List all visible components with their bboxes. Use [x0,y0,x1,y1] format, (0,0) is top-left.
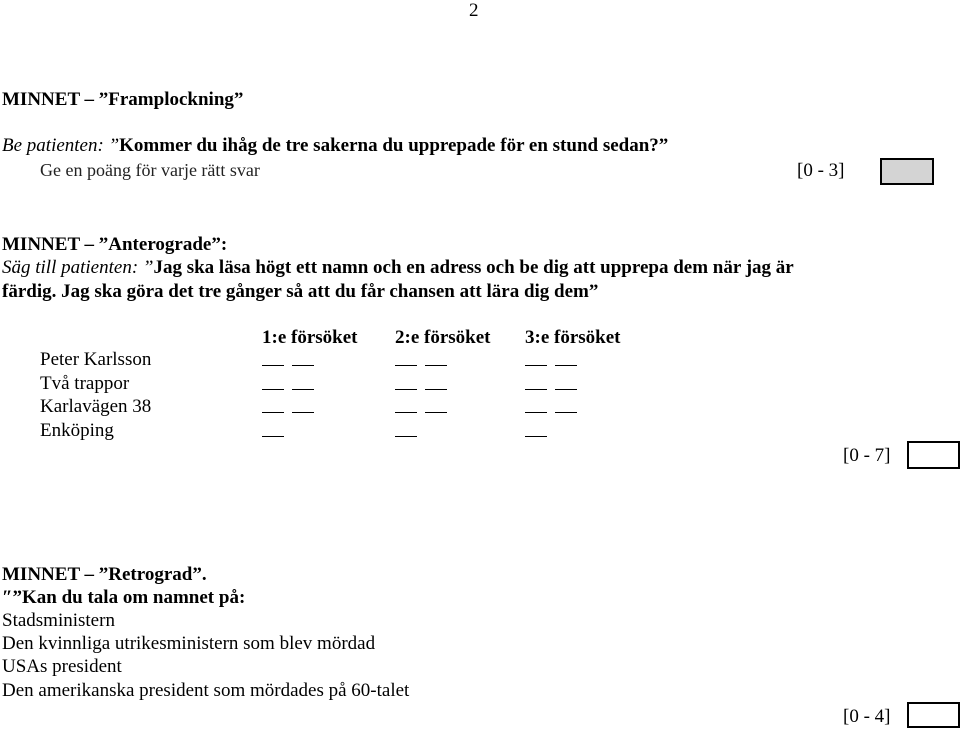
answer-blank[interactable] [395,421,417,437]
instruction-framplockning [2,135,668,157]
section-heading-retrograd: MINNET – ”Retrograd”. [2,564,207,585]
score-box-framplockning[interactable] [880,158,934,185]
retrograd-item-2: Den kvinnliga utrikesministern som blev mördad [2,633,376,654]
answer-blank-group [262,374,322,395]
item-label-tva-trappor: Två trappor [40,373,130,394]
score-range-retrograd: [0 - 4] [843,706,891,727]
answer-blank[interactable] [425,350,447,366]
answer-blank[interactable] [292,350,314,366]
answer-blank-group [395,397,455,418]
answer-blank[interactable] [292,374,314,390]
answer-blank[interactable] [395,397,417,413]
answer-blank-group [262,397,322,418]
item-label-enkoping: Enköping [40,420,114,441]
answer-blank[interactable] [262,350,284,366]
answer-blank[interactable] [525,397,547,413]
answer-blank[interactable] [555,350,577,366]
answer-blank[interactable] [555,397,577,413]
answer-blank[interactable] [525,374,547,390]
answer-blank[interactable] [425,374,447,390]
answer-blank-group [525,421,555,442]
answer-blank-group [395,350,455,371]
answer-blank-group [525,374,585,395]
instruction-text: Kommer du ihåg de tre sakerna du upprepade för en stund sedan?” [119,135,669,156]
instruction-line1: Jag ska läsa högt ett namn och en adress och be dig att upprepa dem när jag är [153,257,794,278]
answer-blank[interactable] [425,397,447,413]
section-heading-framplockning: MINNET – ”Framplockning” [2,89,244,110]
item-label-peter-karlsson: Peter Karlsson [40,349,152,370]
answer-blank[interactable] [262,374,284,390]
answer-blank-group [525,397,585,418]
answer-blank[interactable] [262,397,284,413]
answer-blank[interactable] [292,397,314,413]
instruction-prefix: Säg till patienten: ” [2,257,154,278]
instruction-anterograde-line1 [2,257,794,279]
answer-blank-group [262,350,322,371]
answer-blank-group [262,421,292,442]
attempt-header-3: 3:e försöket [525,327,621,348]
answer-blank[interactable] [555,374,577,390]
scoring-text: Ge en poäng för varje rätt svar [40,160,260,180]
instruction-anterograde-line2: färdig. Jag ska göra det tre gånger så att du får chansen att lära dig dem” [2,281,599,302]
score-range-anterograde: [0 - 7] [843,445,891,466]
instruction-prefix: Be patienten: ” [2,135,120,156]
retrograd-item-1: Stadsministern [2,610,115,631]
score-box-anterograde[interactable] [907,441,960,469]
answer-blank[interactable] [525,421,547,437]
retrograd-item-3: USAs president [2,656,122,677]
attempt-header-2: 2:e försöket [395,327,491,348]
section-heading-anterograde: MINNET – ”Anterograde”: [2,234,228,255]
score-box-retrograd[interactable] [907,702,960,728]
answer-blank-group [395,421,425,442]
answer-blank-group [525,350,585,371]
answer-blank[interactable] [525,350,547,366]
answer-blank-group [395,374,455,395]
item-label-karlavagen: Karlavägen 38 [40,396,152,417]
question-retrograd: ″”Kan du tala om namnet på: [2,587,246,608]
retrograd-item-4: Den amerikanska president som mördades på 60-talet [2,680,410,701]
page-number: 2 [469,0,479,21]
attempt-header-1: 1:e försöket [262,327,358,348]
answer-blank[interactable] [395,374,417,390]
answer-blank[interactable] [262,421,284,437]
score-range-framplockning: [0 - 3] [797,160,845,181]
answer-blank[interactable] [395,350,417,366]
